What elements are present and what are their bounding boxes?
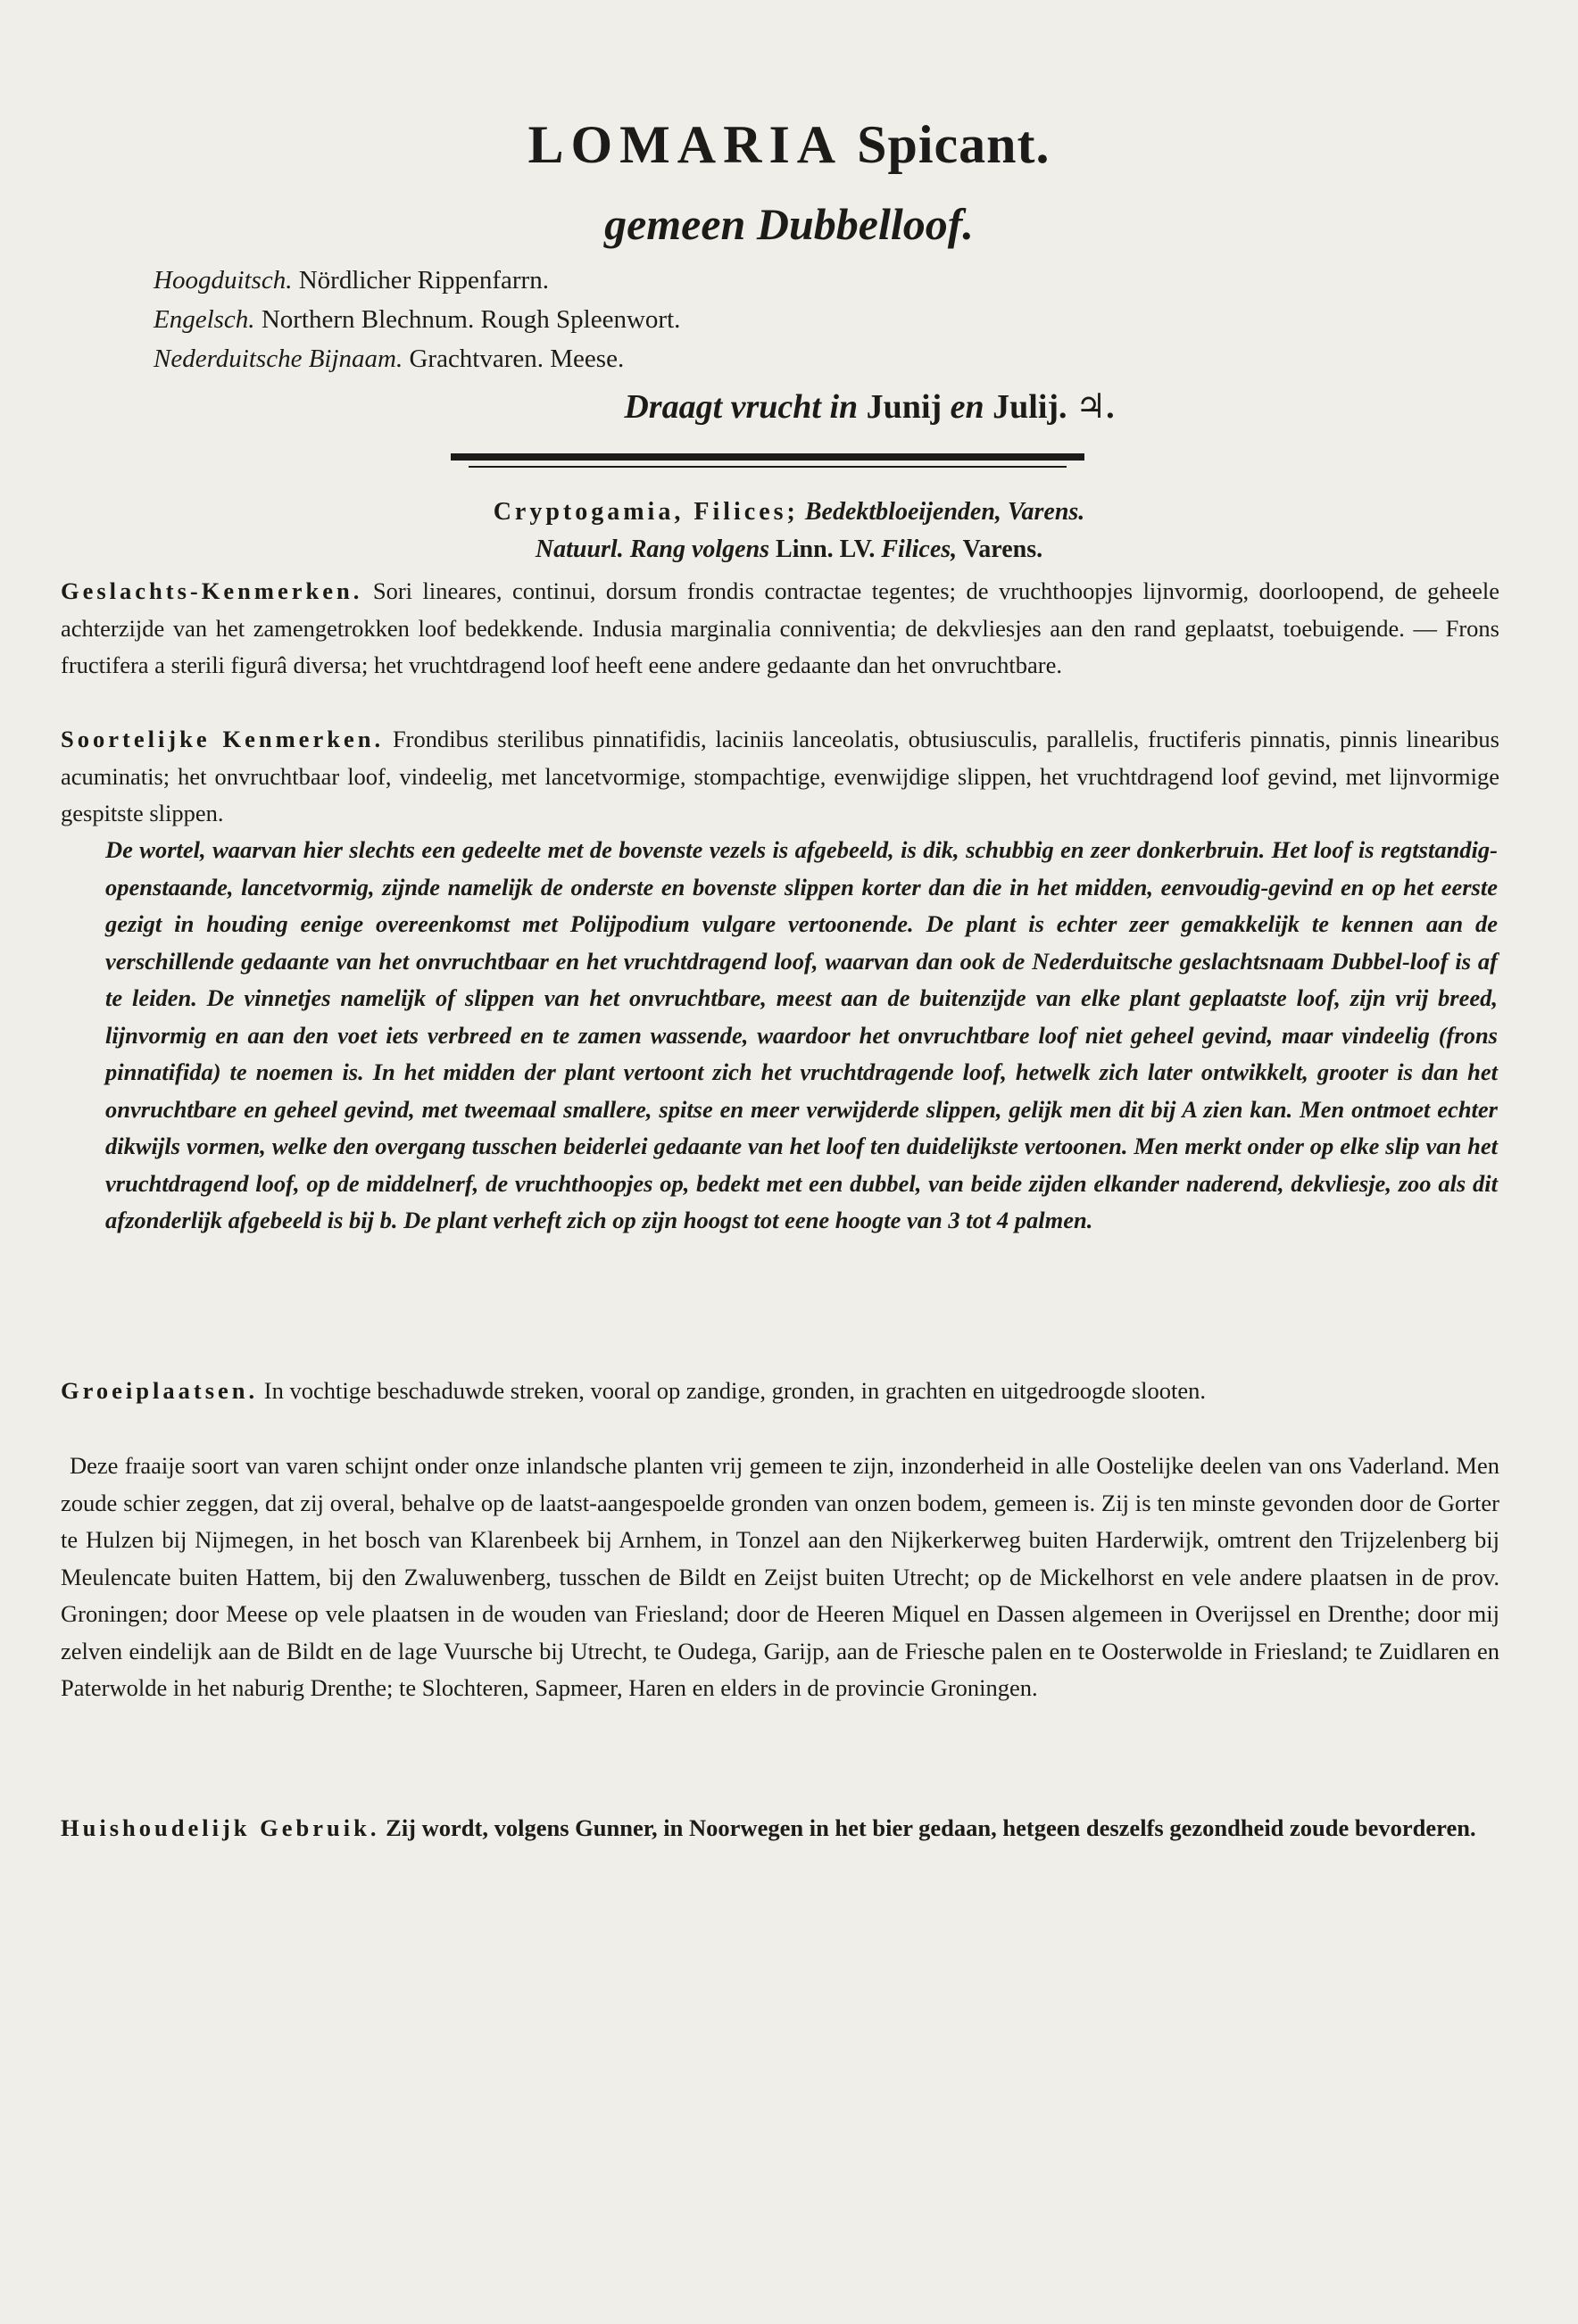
- section-heading: Geslachts-Kenmerken.: [61, 577, 363, 604]
- classification-line: [0, 498, 1578, 527]
- fruiting-conjunction: en: [950, 388, 984, 426]
- fruiting-month-2: Julij.: [992, 388, 1067, 426]
- household-use-paragraph: [61, 1810, 1499, 1847]
- natural-rank-line: [0, 535, 1578, 564]
- fruiting-month-1: Junij: [866, 388, 943, 426]
- thin-divider: [469, 466, 1067, 468]
- species-characters-paragraph: [61, 721, 1499, 833]
- genus-name: LOMARIA: [527, 115, 843, 174]
- section-text: Zij wordt, volgens Gunner, in Noorwegen in het bier gedaan, hetgeen deszelfs gezondheid zoude bevorderen.: [386, 1814, 1476, 1841]
- language-label: Hoogduitsch.: [154, 266, 293, 295]
- heavy-divider: [451, 453, 1084, 461]
- distribution-paragraph: Deze fraaije soort van varen schijnt onder onze inlandsche planten vrij gemeen te zijn, inzonderheid in alle Oostelijke deelen van ons Vaderland. Men zoude schier zeggen, dat zij overal, behalve op de laatst-aangespoelde gronden van onzen bodem, gemeen is. Zij is ten minste gevonden door de Gorter te Hulzen bij Nijmegen, in het bosch van Klarenbeek bij Arnhem, in Tonzel aan den Nijkerkerweg buiten Harderwijk, omtrent den Trijzelenberg bij Meulencate buiten Hattem, bij den Zwaluwenberg, tusschen de Bildt en Zeijst buiten Utrecht; op de Mickelhorst en vele andere plaatsen in de prov. Groningen; door Meese op vele plaatsen in de wouden van Friesland; door de Heeren Miquel en Dassen algemeen in Overijssel en Drenthe; door mij zelven eindelijk aan de Bildt en de lage Vuursche bij Utrecht, te Oudega, Garijp, aan de Friesche palen en te Oosterwolde in Friesland; te Zuidlaren en Paterwolde in het naburig Drenthe; te Slochteren, Sapmeer, Haren en elders in de provincie Groningen.: [61, 1452, 1499, 1701]
- vernacular-names: [154, 261, 680, 378]
- page-subtitle: gemeen Dubbelloof.: [604, 199, 974, 249]
- perennial-symbol: ♃.: [1076, 388, 1115, 426]
- description-paragraph: De wortel, waarvan hier slechts een gedeelte met de bovenste vezels is afgebeeld, is dik, schubbig en zeer donkerbruin. Het loof is regtstandig-openstaande, lancetvormig, zijnde namelijk de onderste en bovenste slippen korter dan die in het midden, eenvoudig-gevind en op het eerste gezigt in houding eenige overeenkomst met Polijpodium vulgare vertoonende. De plant is echter zeer gemakkelijk te kennen aan de verschillende gedaante van het onvruchtbaar en het vruchtdragend loof, waarvan dan ook de Nederduitsche geslachtsnaam Dubbel-loof is af te leiden. De vinnetjes namelijk of slippen van het onvruchtbare, meest aan de buitenzijde van elke plant geplaatste loof, zijn vrij breed, lijnvormig en aan den voet iets verbreed en te zamen wassende, waardoor het onvruchtbare loof niet geheel gevind, maar vindeelig (frons pinnatifida) te noemen is. In het midden der plant vertoont zich het vruchtdragende loof, hetwelk zich later ontwikkelt, grooter is dan het onvruchtbare en geheel gevind, met tweemaal smallere, spitse en meer verwijderde slippen, gelijk men dit bij A zien kan. Men ontmoet echter dikwijls vormen, welke den overgang tusschen beiderlei gedaante van het loof ten duidelijkste vertoonen. Men merkt onder op elke slip van het vruchtdragend loof, op de middelnerf, de vruchthoopjes op, bedekt met een dubbel, van beide zijden elkander naderend, dekvliesje, zoo als dit afzonderlijk afgebeeld is bij b. De plant verheft zich op zijn hoogst tot eene hoogte van 3 tot 4 palmen.: [105, 836, 1498, 1233]
- language-label: Engelsch.: [154, 305, 255, 334]
- vernacular-name-german: [154, 261, 680, 300]
- page-title: [0, 114, 1578, 176]
- section-text: In vochtige beschaduwde streken, vooral op zandige, gronden, in grachten en uitgedroogde slooten.: [263, 1377, 1207, 1404]
- language-label: Nederduitsche Bijnaam.: [154, 344, 403, 373]
- section-text: Sori lineares, continui, dorsum frondis contractae tegentes; de vruchthoopjes lijnvormig, doorloopend, de geheele achterzijde van het zamengetrokken loof bedekkende. Indusia marginalia conniventia; de dekvliesjes aan den rand geplaatst, toebuigende. — Frons fructifera a sterili figurâ diversa; het vruchtdragend loof heeft eene andere gedaante dan het onvruchtbare.: [61, 577, 1500, 678]
- name-text: Grachtvaren. Meese.: [409, 344, 625, 373]
- rank-dutch: Varens.: [962, 535, 1043, 563]
- rank-family: Filices,: [881, 535, 958, 563]
- fruiting-prefix: Draagt vrucht in: [624, 388, 859, 426]
- section-heading: Soortelijke Kenmerken.: [61, 726, 385, 752]
- fruiting-season: [0, 386, 1578, 427]
- genus-characters-paragraph: [61, 573, 1499, 685]
- classification-system: Cryptogamia, Filices;: [493, 498, 799, 526]
- name-text: Northern Blechnum. Rough Spleenwort.: [261, 305, 681, 334]
- section-heading: Huishoudelijk Gebruik.: [61, 1814, 380, 1841]
- habitat-paragraph: [61, 1373, 1499, 1410]
- name-text: Nördlicher Rippenfarrn.: [298, 266, 549, 295]
- vernacular-name-dutch: [154, 339, 680, 378]
- rank-author: Linn. LV.: [776, 535, 876, 563]
- species-name: Spicant.: [857, 115, 1051, 174]
- section-heading: Groeiplaatsen.: [61, 1377, 259, 1404]
- vernacular-name-english: [154, 300, 680, 339]
- section-text: Frondibus sterilibus pinnatifidis, laciniis lanceolatis, obtusiusculis, parallelis, fructiferis pinnatis, pinnis linearibus acuminatis; het onvruchtbaar loof, vindeelig, met lancetvormige, stompachtige, evenwijdige slippen, het vruchtdragend loof gevind, met lijnvormige gespitste slippen.: [61, 726, 1499, 826]
- rank-prefix: Natuurl. Rang volgens: [535, 535, 770, 563]
- classification-dutch: Bedektbloeijenden, Varens.: [804, 498, 1085, 526]
